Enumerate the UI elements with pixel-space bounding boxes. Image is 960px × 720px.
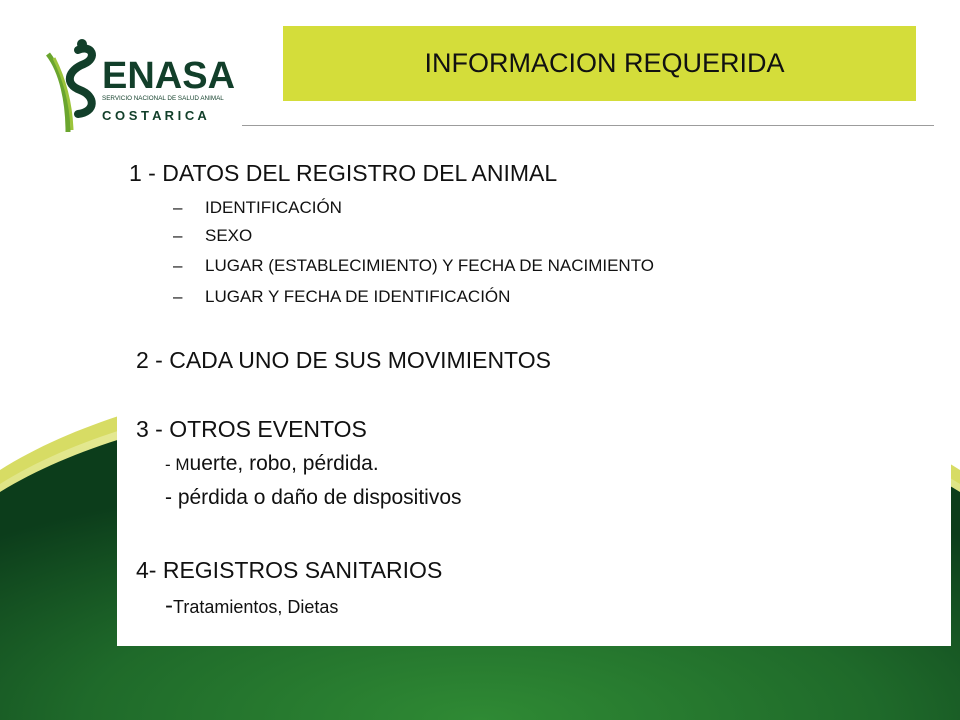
section-3-item: - Muerte, robo, pérdida. [165, 452, 379, 475]
section-1-item: – LUGAR Y FECHA DE IDENTIFICACIÓN [173, 287, 511, 306]
section-1-item: – SEXO [173, 226, 253, 245]
content-panel [117, 146, 951, 646]
section-1-item: – IDENTIFICACIÓN [173, 198, 342, 217]
section-3-item: - pérdida o daño de dispositivos [165, 486, 462, 509]
section-2-title: 2 - CADA UNO DE SUS MOVIMIENTOS [136, 347, 551, 373]
title-banner [283, 26, 916, 101]
page-title: INFORMACION REQUERIDA [424, 48, 785, 78]
section-4-item: -Tratamientos, Dietas [165, 592, 339, 619]
logo-brand-text: ENASA [102, 55, 236, 97]
senasa-logo [38, 32, 248, 137]
section-3-title: 3 - OTROS EVENTOS [136, 416, 367, 442]
section-1-item: – LUGAR (ESTABLECIMIENTO) Y FECHA DE NACIMIENTO [173, 256, 655, 275]
section-1-title: 1 - DATOS DEL REGISTRO DEL ANIMAL [129, 160, 558, 186]
logo-country: C O S T A R I C A [102, 108, 207, 123]
logo-tagline: SERVICIO NACIONAL DE SALUD ANIMAL [102, 95, 224, 102]
section-4-title: 4- REGISTROS SANITARIOS [136, 557, 443, 583]
header-divider [242, 125, 934, 126]
